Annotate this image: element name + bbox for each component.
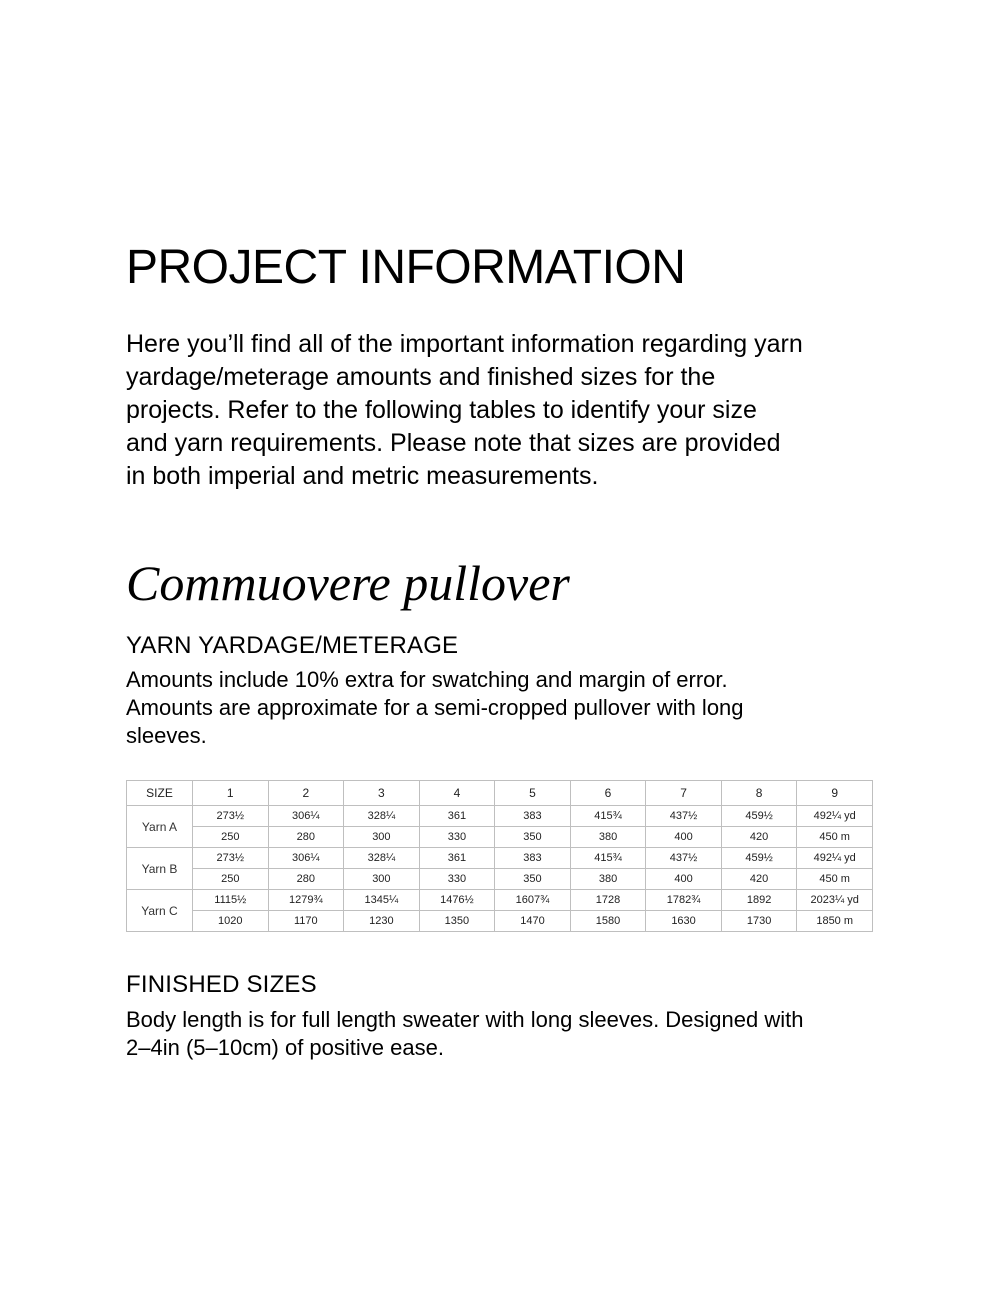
table-cell: 1607¾ [495, 890, 571, 911]
intro-paragraph [126, 328, 886, 493]
table-cell: 1730 [721, 911, 797, 932]
header-cell: 6 [570, 781, 646, 806]
finished-note-line: 2–4in (5–10cm) of positive ease. [126, 1035, 444, 1060]
table-cell: 1476½ [419, 890, 495, 911]
table-row [127, 848, 873, 869]
table-cell: 350 [495, 869, 571, 890]
table-cell: 380 [570, 869, 646, 890]
table-cell: 437½ [646, 806, 722, 827]
table-cell: 328¼ [344, 806, 420, 827]
table-cell: 492¼ yd [797, 848, 873, 869]
table-cell: 361 [419, 806, 495, 827]
table-cell: 328¼ [344, 848, 420, 869]
table-cell: 383 [495, 848, 571, 869]
yarn-note-line: Amounts are approximate for a semi-cropped pullover with long [126, 695, 744, 720]
table-cell: 400 [646, 869, 722, 890]
table-row [127, 869, 873, 890]
table-cell: 400 [646, 827, 722, 848]
table-cell: 1345¼ [344, 890, 420, 911]
yarn-label: Yarn C [127, 890, 193, 932]
yarn-note-line: Amounts include 10% extra for swatching and margin of error. [126, 667, 728, 692]
table-cell: 450 m [797, 827, 873, 848]
table-cell: 361 [419, 848, 495, 869]
header-cell: 5 [495, 781, 571, 806]
table-cell: 1350 [419, 911, 495, 932]
table-cell: 250 [193, 869, 269, 890]
pattern-title: Commuovere pullover [126, 555, 570, 611]
header-cell: 9 [797, 781, 873, 806]
intro-line: and yarn requirements. Please note that sizes are provided [126, 429, 781, 457]
table-cell: 330 [419, 869, 495, 890]
table-cell: 280 [268, 827, 344, 848]
yarn-label: Yarn A [127, 806, 193, 848]
table-cell: 492¼ yd [797, 806, 873, 827]
table-cell: 330 [419, 827, 495, 848]
yarn-requirements-table [126, 780, 873, 932]
table-cell: 1850 m [797, 911, 873, 932]
table-cell: 1782¾ [646, 890, 722, 911]
header-cell: SIZE [127, 781, 193, 806]
finished-sizes-heading: FINISHED SIZES [126, 971, 317, 998]
page-heading: PROJECT INFORMATION [126, 241, 686, 294]
table-cell: 415¾ [570, 806, 646, 827]
header-cell: 4 [419, 781, 495, 806]
table-cell: 380 [570, 827, 646, 848]
table-cell: 420 [721, 869, 797, 890]
table-cell: 437½ [646, 848, 722, 869]
table-row [127, 806, 873, 827]
table-cell: 1279¾ [268, 890, 344, 911]
table-cell: 450 m [797, 869, 873, 890]
table-cell: 1115½ [193, 890, 269, 911]
finished-note-line: Body length is for full length sweater with long sleeves. Designed with [126, 1007, 804, 1032]
intro-line: Here you’ll find all of the important information regarding yarn [126, 330, 803, 358]
table-cell: 420 [721, 827, 797, 848]
table-row [127, 827, 873, 848]
table-cell: 306¼ [268, 848, 344, 869]
table-cell: 1470 [495, 911, 571, 932]
header-cell: 8 [721, 781, 797, 806]
table-cell: 350 [495, 827, 571, 848]
table-row [127, 911, 873, 932]
table-row [127, 890, 873, 911]
table-cell: 273½ [193, 848, 269, 869]
yarn-note-line: sleeves. [126, 723, 207, 748]
intro-line: projects. Refer to the following tables to identify your size [126, 396, 757, 424]
yarn-label: Yarn B [127, 848, 193, 890]
table-cell: 1170 [268, 911, 344, 932]
table-cell: 300 [344, 827, 420, 848]
table-cell: 1230 [344, 911, 420, 932]
table-cell: 1020 [193, 911, 269, 932]
header-cell: 2 [268, 781, 344, 806]
finished-sizes-note [126, 1006, 886, 1062]
table-cell: 306¼ [268, 806, 344, 827]
table-cell: 383 [495, 806, 571, 827]
table-header-row [127, 781, 873, 806]
table-cell: 1892 [721, 890, 797, 911]
table-cell: 280 [268, 869, 344, 890]
table-cell: 415¾ [570, 848, 646, 869]
header-cell: 1 [193, 781, 269, 806]
yarn-section-note [126, 666, 886, 750]
intro-line: yardage/meterage amounts and finished sizes for the [126, 363, 716, 391]
header-cell: 3 [344, 781, 420, 806]
table-cell: 459½ [721, 848, 797, 869]
table-cell: 459½ [721, 806, 797, 827]
intro-line: in both imperial and metric measurements. [126, 462, 599, 490]
table-cell: 1630 [646, 911, 722, 932]
yarn-section-heading: YARN YARDAGE/METERAGE [126, 632, 459, 659]
header-cell: 7 [646, 781, 722, 806]
table-cell: 2023¼ yd [797, 890, 873, 911]
table-cell: 273½ [193, 806, 269, 827]
table-cell: 300 [344, 869, 420, 890]
table-cell: 250 [193, 827, 269, 848]
table-cell: 1728 [570, 890, 646, 911]
table-cell: 1580 [570, 911, 646, 932]
